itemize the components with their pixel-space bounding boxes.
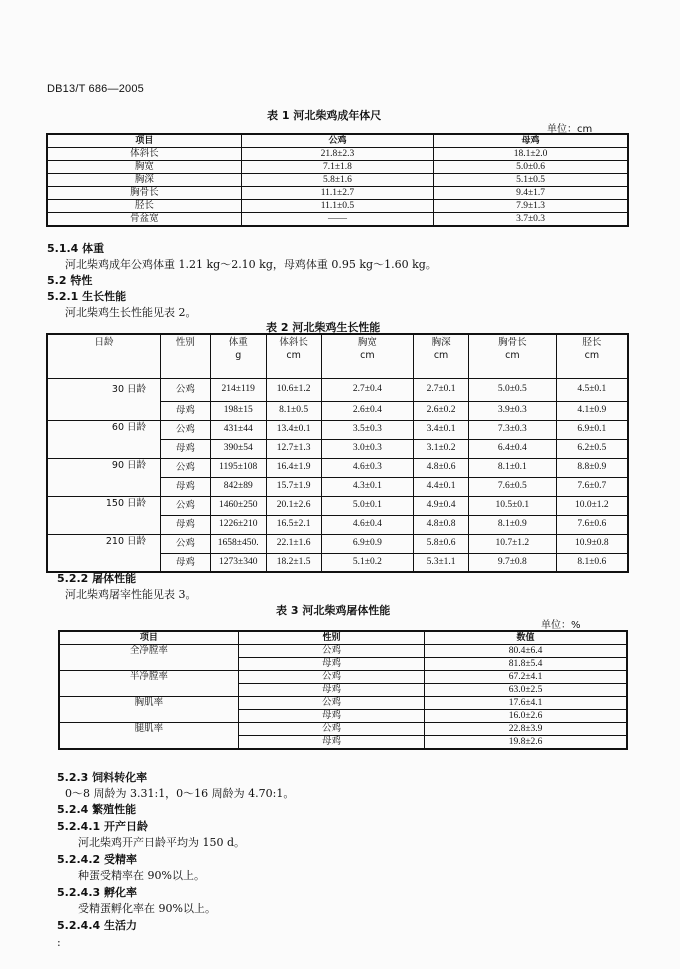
- table-row: [59, 645, 627, 658]
- table1-header: 母鸡: [434, 134, 628, 148]
- table2-keel-length-value: 3.9±0.3: [469, 401, 557, 420]
- table2-chest-depth-value: 2.6±0.2: [414, 401, 469, 420]
- table3-value-cell: 16.0±2.6: [425, 710, 627, 723]
- table2-body-length-value: 16.4±1.9: [266, 458, 321, 477]
- table3-value-cell: 63.0±2.5: [425, 684, 627, 697]
- section-5-2-4-1-heading: 5.2.4.1 开产日龄: [57, 820, 148, 833]
- table1-title: 表 1 河北柴鸡成年体尺: [267, 109, 382, 122]
- table3-sex-cell: 公鸡: [238, 671, 424, 684]
- table-row: [47, 174, 628, 187]
- table2-header: 体重 g: [210, 334, 266, 378]
- section-5-2-4-3-heading: 5.2.4.3 孵化率: [57, 886, 137, 899]
- table2-header: 日龄: [47, 334, 161, 378]
- table2-sex-cell: 母鸡: [161, 439, 211, 458]
- table3-item-cell: 腿肌率: [59, 723, 238, 750]
- table-row: [59, 671, 627, 684]
- table2-age-cell: 90 日龄: [47, 458, 161, 496]
- table3-unit: 单位：%: [541, 620, 581, 631]
- table2-weight-value: 1658±450.: [210, 534, 266, 553]
- table2-shank-length-value: 4.1±0.9: [556, 401, 628, 420]
- table1: [46, 133, 629, 227]
- table2-shank-length-value: 8.8±0.9: [556, 458, 628, 477]
- table1-male-value: ——: [241, 213, 433, 227]
- table3-sex-cell: 母鸡: [238, 710, 424, 723]
- table1-female-value: 5.0±0.6: [434, 161, 628, 174]
- table-row: [59, 697, 627, 710]
- table2-header: 胸深 cm: [414, 334, 469, 378]
- table1-female-value: 7.9±1.3: [434, 200, 628, 213]
- table2-chest-width-value: 6.9±0.9: [321, 534, 414, 553]
- table3-item-cell: 半净膛率: [59, 671, 238, 697]
- section-5-1-4-heading: 5.1.4 体重: [47, 242, 105, 255]
- table2-keel-length-value: 5.0±0.5: [469, 378, 557, 401]
- table2-age-cell: 60 日龄: [47, 420, 161, 458]
- table2-chest-depth-value: 4.8±0.6: [414, 458, 469, 477]
- table2-weight-value: 1273±340: [210, 553, 266, 572]
- table3-title: 表 3 河北柴鸡屠体性能: [276, 604, 391, 617]
- table3-sex-cell: 公鸡: [238, 645, 424, 658]
- table2-shank-length-value: 4.5±0.1: [556, 378, 628, 401]
- page-mark: :: [57, 936, 61, 949]
- table1-female-value: 9.4±1.7: [434, 187, 628, 200]
- table1-header: 公鸡: [241, 134, 433, 148]
- table2-sex-cell: 公鸡: [161, 420, 211, 439]
- table2-chest-width-value: 3.5±0.3: [321, 420, 414, 439]
- table2-sex-cell: 公鸡: [161, 534, 211, 553]
- table-row: [59, 723, 627, 736]
- table2-chest-width-value: 5.0±0.1: [321, 496, 414, 515]
- table2-shank-length-value: 10.0±1.2: [556, 496, 628, 515]
- table2-keel-length-value: 9.7±0.8: [469, 553, 557, 572]
- table2-weight-value: 198±15: [210, 401, 266, 420]
- table2-weight-value: 431±44: [210, 420, 266, 439]
- table1-male-value: 7.1±1.8: [241, 161, 433, 174]
- table1-male-value: 11.1±2.7: [241, 187, 433, 200]
- table2-body-length-value: 12.7±1.3: [266, 439, 321, 458]
- table2-header: 性别: [161, 334, 211, 378]
- table1-item-cell: 胫长: [47, 200, 241, 213]
- section-5-2-4-3-text: 受精蛋孵化率在 90%以上。: [78, 902, 216, 915]
- table2-chest-width-value: 4.3±0.1: [321, 477, 414, 496]
- table2-keel-length-value: 7.6±0.5: [469, 477, 557, 496]
- table-row: [47, 534, 628, 553]
- table2-body-length-value: 20.1±2.6: [266, 496, 321, 515]
- section-5-2-2-text: 河北柴鸡屠宰性能见表 3。: [65, 588, 197, 601]
- table2-body-length-value: 18.2±1.5: [266, 553, 321, 572]
- table2-chest-width-value: 4.6±0.3: [321, 458, 414, 477]
- table-row: [47, 496, 628, 515]
- section-5-2-4-4-heading: 5.2.4.4 生活力: [57, 919, 137, 932]
- table2-keel-length-value: 10.5±0.1: [469, 496, 557, 515]
- section-5-2-1-text: 河北柴鸡生长性能见表 2。: [65, 306, 197, 319]
- table2-body-length-value: 16.5±2.1: [266, 515, 321, 534]
- section-5-2-heading: 5.2 特性: [47, 274, 93, 287]
- table2-body-length-value: 8.1±0.5: [266, 401, 321, 420]
- table3-value-cell: 22.8±3.9: [425, 723, 627, 736]
- table3-header: 性别: [238, 631, 424, 645]
- table2-header: 体斜长 cm: [266, 334, 321, 378]
- section-5-2-2-heading: 5.2.2 屠体性能: [57, 572, 137, 585]
- section-5-1-4-text: 河北柴鸡成年公鸡体重 1.21 kg～2.10 kg，母鸡体重 0.95 kg～1.60 kg。: [65, 258, 437, 271]
- section-5-2-4-2-text: 种蛋受精率在 90%以上。: [78, 869, 205, 882]
- section-5-2-1-heading: 5.2.1 生长性能: [47, 290, 127, 303]
- table2-shank-length-value: 10.9±0.8: [556, 534, 628, 553]
- table3-sex-cell: 母鸡: [238, 736, 424, 750]
- table2-body-length-value: 22.1±1.6: [266, 534, 321, 553]
- table2-sex-cell: 母鸡: [161, 553, 211, 572]
- table1-unit: 单位：cm: [547, 124, 593, 135]
- table2-body-length-value: 15.7±1.9: [266, 477, 321, 496]
- table2-chest-width-value: 2.6±0.4: [321, 401, 414, 420]
- table-row: [47, 148, 628, 161]
- table2-weight-value: 214±119: [210, 378, 266, 401]
- section-5-2-3-heading: 5.2.3 饲料转化率: [57, 771, 148, 784]
- table2-sex-cell: 公鸡: [161, 458, 211, 477]
- table2-shank-length-value: 7.6±0.7: [556, 477, 628, 496]
- table2-chest-depth-value: 4.8±0.8: [414, 515, 469, 534]
- table2-chest-depth-value: 2.7±0.1: [414, 378, 469, 401]
- table-row: [47, 187, 628, 200]
- table1-item-cell: 胸宽: [47, 161, 241, 174]
- table2-shank-length-value: 8.1±0.6: [556, 553, 628, 572]
- table3-value-cell: 17.6±4.1: [425, 697, 627, 710]
- table-row: [47, 378, 628, 401]
- table2-body-length-value: 13.4±0.1: [266, 420, 321, 439]
- table2-chest-depth-value: 5.3±1.1: [414, 553, 469, 572]
- table2-header: 胸宽 cm: [321, 334, 414, 378]
- table2-shank-length-value: 6.2±0.5: [556, 439, 628, 458]
- table2-chest-width-value: 2.7±0.4: [321, 378, 414, 401]
- table2-weight-value: 842±89: [210, 477, 266, 496]
- table2-chest-depth-value: 4.4±0.1: [414, 477, 469, 496]
- table3-value-cell: 80.4±6.4: [425, 645, 627, 658]
- table2-sex-cell: 母鸡: [161, 477, 211, 496]
- table2-header: 胸骨长 cm: [469, 334, 557, 378]
- table1-item-cell: 胸骨长: [47, 187, 241, 200]
- table3-sex-cell: 母鸡: [238, 684, 424, 697]
- table2-weight-value: 1195±108: [210, 458, 266, 477]
- table1-female-value: 5.1±0.5: [434, 174, 628, 187]
- section-5-2-3-text: 0～8 周龄为 3.31:1，0～16 周龄为 4.70:1。: [65, 787, 295, 800]
- table2-age-cell: 210 日龄: [47, 534, 161, 572]
- table3-value-cell: 19.8±2.6: [425, 736, 627, 750]
- table2-chest-width-value: 4.6±0.4: [321, 515, 414, 534]
- table2-weight-value: 390±54: [210, 439, 266, 458]
- table2-shank-length-value: 6.9±0.1: [556, 420, 628, 439]
- table2-sex-cell: 公鸡: [161, 496, 211, 515]
- table2-keel-length-value: 6.4±0.4: [469, 439, 557, 458]
- table3-header: 项目: [59, 631, 238, 645]
- table1-female-value: 3.7±0.3: [434, 213, 628, 227]
- table3-sex-cell: 母鸡: [238, 658, 424, 671]
- table2-sex-cell: 母鸡: [161, 401, 211, 420]
- table3-value-cell: 81.8±5.4: [425, 658, 627, 671]
- table2-chest-depth-value: 4.9±0.4: [414, 496, 469, 515]
- table3-value-cell: 67.2±4.1: [425, 671, 627, 684]
- table1-item-cell: 骨盆宽: [47, 213, 241, 227]
- document-id: DB13/T 686—2005: [47, 83, 144, 95]
- table2-title: 表 2 河北柴鸡生长性能: [266, 321, 381, 334]
- table-row: [47, 213, 628, 227]
- table-row: [47, 420, 628, 439]
- table2-keel-length-value: 8.1±0.1: [469, 458, 557, 477]
- table1-female-value: 18.1±2.0: [434, 148, 628, 161]
- section-5-2-4-2-heading: 5.2.4.2 受精率: [57, 853, 137, 866]
- table2-body-length-value: 10.6±1.2: [266, 378, 321, 401]
- table1-male-value: 11.1±0.5: [241, 200, 433, 213]
- table3-item-cell: 全净膛率: [59, 645, 238, 671]
- table2-sex-cell: 母鸡: [161, 515, 211, 534]
- table2-sex-cell: 公鸡: [161, 378, 211, 401]
- table2-age-cell: 150 日龄: [47, 496, 161, 534]
- table-row: [47, 161, 628, 174]
- table3: [58, 630, 628, 750]
- table2-keel-length-value: 8.1±0.9: [469, 515, 557, 534]
- table2-shank-length-value: 7.6±0.6: [556, 515, 628, 534]
- table2-chest-width-value: 3.0±0.3: [321, 439, 414, 458]
- table1-item-cell: 体斜长: [47, 148, 241, 161]
- table2-weight-value: 1226±210: [210, 515, 266, 534]
- table2-chest-width-value: 5.1±0.2: [321, 553, 414, 572]
- table3-sex-cell: 公鸡: [238, 723, 424, 736]
- table1-male-value: 21.8±2.3: [241, 148, 433, 161]
- table2-keel-length-value: 7.3±0.3: [469, 420, 557, 439]
- table1-item-cell: 胸深: [47, 174, 241, 187]
- table-row: [47, 458, 628, 477]
- table3-item-cell: 胸肌率: [59, 697, 238, 723]
- table1-header: 项目: [47, 134, 241, 148]
- table2-chest-depth-value: 3.4±0.1: [414, 420, 469, 439]
- table3-header: 数值: [425, 631, 627, 645]
- section-5-2-4-1-text: 河北柴鸡开产日龄平均为 150 d。: [78, 836, 246, 849]
- table2-header: 胫长 cm: [556, 334, 628, 378]
- table1-male-value: 5.8±1.6: [241, 174, 433, 187]
- table2: [46, 333, 629, 573]
- table2-weight-value: 1460±250: [210, 496, 266, 515]
- table-row: [47, 200, 628, 213]
- table2-chest-depth-value: 5.8±0.6: [414, 534, 469, 553]
- table3-sex-cell: 公鸡: [238, 697, 424, 710]
- section-5-2-4-heading: 5.2.4 繁殖性能: [57, 803, 137, 816]
- table2-age-cell: 30 日龄: [47, 378, 161, 420]
- table2-keel-length-value: 10.7±1.2: [469, 534, 557, 553]
- table2-chest-depth-value: 3.1±0.2: [414, 439, 469, 458]
